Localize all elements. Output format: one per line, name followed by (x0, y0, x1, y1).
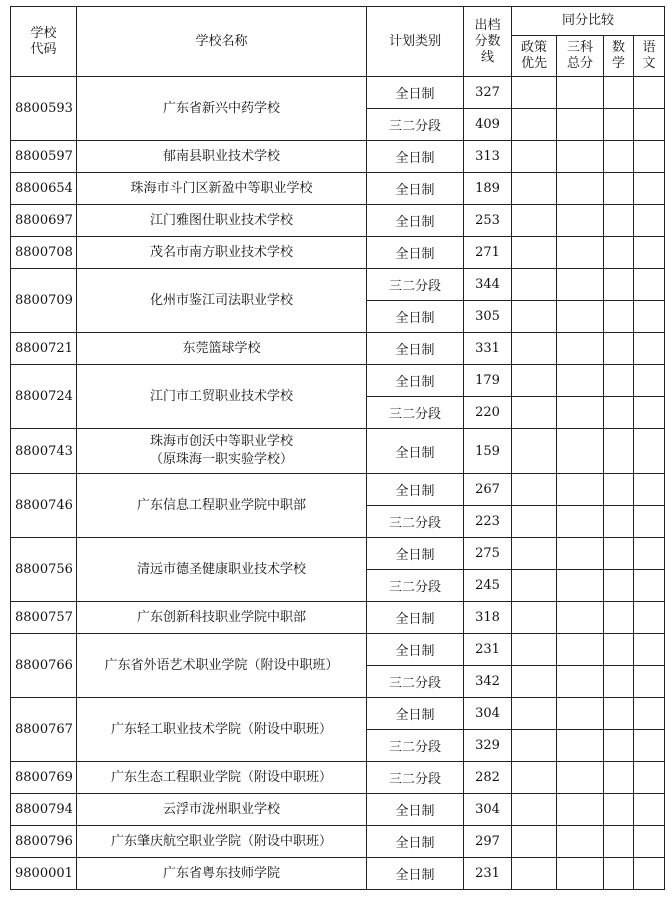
header-school-name: 学校名称 (77, 7, 367, 77)
school-code-cell: 8800794 (11, 794, 77, 826)
three-subject-total-cell (557, 474, 604, 506)
math-cell (604, 698, 634, 730)
math-cell (604, 538, 634, 570)
chinese-cell (634, 237, 665, 269)
plan-type-cell: 全日制 (367, 205, 464, 237)
school-name-line: （原珠海一职实验学校） (149, 452, 293, 467)
school-name-cell (77, 269, 367, 333)
math-cell (604, 602, 634, 634)
school-code-cell: 8800756 (11, 538, 77, 602)
plan-type-cell: 全日制 (367, 474, 464, 506)
table-row (11, 173, 665, 205)
three-subject-total-cell (557, 237, 604, 269)
school-name-line: 东莞篮球学校 (182, 340, 261, 356)
table-row (11, 269, 665, 301)
three-subject-total-cell (557, 858, 604, 890)
school-name-cell (77, 237, 367, 269)
plan-type-cell: 三二分段 (367, 506, 464, 538)
math-cell (604, 762, 634, 794)
cutoff-score-cell: 304 (464, 698, 512, 730)
table-row (11, 826, 665, 858)
plan-type-cell: 全日制 (367, 826, 464, 858)
school-name-line: 广东肇庆航空职业学院（附设中职班） (110, 833, 332, 849)
cutoff-score-cell: 231 (464, 634, 512, 666)
cutoff-score-cell: 318 (464, 602, 512, 634)
school-name-line: 珠海市斗门区新盈中等职业学校 (130, 180, 313, 196)
plan-type-cell: 三二分段 (367, 666, 464, 698)
school-name-line: 广东生态工程职业学院（附设中职班） (110, 769, 332, 785)
plan-type-cell: 全日制 (367, 858, 464, 890)
chinese-cell (634, 173, 665, 205)
chinese-cell (634, 506, 665, 538)
three-subject-total-cell (557, 365, 604, 397)
math-cell (604, 397, 634, 429)
cutoff-score-cell: 305 (464, 301, 512, 333)
chinese-cell (634, 429, 665, 474)
math-cell (604, 634, 634, 666)
table-row (11, 205, 665, 237)
math-cell (604, 173, 634, 205)
school-name-line: 广东省粤东技师学院 (162, 865, 280, 881)
chinese-cell (634, 570, 665, 602)
plan-type-cell: 全日制 (367, 301, 464, 333)
chinese-cell (634, 77, 665, 109)
cutoff-score-cell: 313 (464, 141, 512, 173)
math-cell (604, 429, 634, 474)
school-name-line: 广东轻工职业技术学院（附设中职班） (110, 721, 332, 737)
school-name-cell (77, 365, 367, 429)
plan-type-cell: 全日制 (367, 333, 464, 365)
math-cell (604, 858, 634, 890)
cutoff-score-cell: 159 (464, 429, 512, 474)
chinese-cell (634, 109, 665, 141)
school-code-cell: 8800769 (11, 762, 77, 794)
policy-priority-cell (512, 634, 557, 666)
school-name-cell (77, 205, 367, 237)
school-code-cell: 8800697 (11, 205, 77, 237)
policy-priority-cell (512, 794, 557, 826)
table-row (11, 698, 665, 730)
header-cutoff-score: 出档 分数 线 (464, 7, 512, 77)
table-row (11, 237, 665, 269)
plan-type-cell: 三二分段 (367, 109, 464, 141)
school-code-cell: 8800721 (11, 333, 77, 365)
school-name-cell (77, 141, 367, 173)
three-subject-total-cell (557, 762, 604, 794)
school-name-cell (77, 173, 367, 205)
three-subject-total-cell (557, 730, 604, 762)
chinese-cell (634, 269, 665, 301)
policy-priority-cell (512, 237, 557, 269)
three-subject-total-cell (557, 269, 604, 301)
table-row (11, 77, 665, 109)
policy-priority-cell (512, 474, 557, 506)
school-code-cell: 8800593 (11, 77, 77, 141)
table-row (11, 429, 665, 474)
school-name-cell (77, 602, 367, 634)
math-cell (604, 109, 634, 141)
school-code-cell: 8800757 (11, 602, 77, 634)
math-cell (604, 301, 634, 333)
math-cell (604, 666, 634, 698)
three-subject-total-cell (557, 429, 604, 474)
policy-priority-cell (512, 698, 557, 730)
school-code-cell: 9800001 (11, 858, 77, 890)
cutoff-score-cell: 253 (464, 205, 512, 237)
policy-priority-cell (512, 666, 557, 698)
policy-priority-cell (512, 858, 557, 890)
policy-priority-cell (512, 301, 557, 333)
cutoff-score-cell: 189 (464, 173, 512, 205)
plan-type-cell: 全日制 (367, 698, 464, 730)
header-tie-compare: 同分比较 (512, 7, 665, 36)
three-subject-total-cell (557, 634, 604, 666)
school-name-line: 广东省外语艺术职业学院（附设中职班） (104, 657, 339, 673)
math-cell (604, 826, 634, 858)
plan-type-cell: 全日制 (367, 365, 464, 397)
header-plan-type: 计划类别 (367, 7, 464, 77)
chinese-cell (634, 141, 665, 173)
plan-type-cell: 三二分段 (367, 397, 464, 429)
math-cell (604, 794, 634, 826)
math-cell (604, 237, 634, 269)
chinese-cell (634, 826, 665, 858)
cutoff-score-cell: 297 (464, 826, 512, 858)
cutoff-score-cell: 271 (464, 237, 512, 269)
school-code-cell: 8800796 (11, 826, 77, 858)
math-cell (604, 365, 634, 397)
school-name-cell (77, 429, 367, 474)
three-subject-total-cell (557, 333, 604, 365)
table-row (11, 858, 665, 890)
cutoff-score-cell: 231 (464, 858, 512, 890)
cutoff-score-cell: 304 (464, 794, 512, 826)
policy-priority-cell (512, 602, 557, 634)
cutoff-score-cell: 179 (464, 365, 512, 397)
policy-priority-cell (512, 538, 557, 570)
policy-priority-cell (512, 333, 557, 365)
plan-type-cell: 全日制 (367, 429, 464, 474)
cutoff-score-cell: 331 (464, 333, 512, 365)
plan-type-cell: 三二分段 (367, 762, 464, 794)
school-code-cell: 8800767 (11, 698, 77, 762)
three-subject-total-cell (557, 205, 604, 237)
school-name-cell (77, 858, 367, 890)
plan-type-cell: 三二分段 (367, 269, 464, 301)
policy-priority-cell (512, 429, 557, 474)
school-name-cell (77, 538, 367, 602)
policy-priority-cell (512, 141, 557, 173)
school-code-cell: 8800743 (11, 429, 77, 474)
school-code-cell: 8800654 (11, 173, 77, 205)
table-row (11, 365, 665, 397)
table-row (11, 474, 665, 506)
cutoff-score-cell: 220 (464, 397, 512, 429)
school-name-line: 江门市工贸职业技术学校 (149, 388, 293, 404)
chinese-cell (634, 666, 665, 698)
chinese-cell (634, 365, 665, 397)
policy-priority-cell (512, 762, 557, 794)
school-code-cell: 8800597 (11, 141, 77, 173)
three-subject-total-cell (557, 301, 604, 333)
cutoff-score-cell: 409 (464, 109, 512, 141)
math-cell (604, 506, 634, 538)
school-code-cell: 8800766 (11, 634, 77, 698)
table-row (11, 333, 665, 365)
school-name-cell (77, 634, 367, 698)
three-subject-total-cell (557, 570, 604, 602)
plan-type-cell: 全日制 (367, 237, 464, 269)
school-name-cell (77, 794, 367, 826)
cutoff-score-cell: 342 (464, 666, 512, 698)
school-name-line: 广东省新兴中药学校 (162, 100, 280, 116)
admission-score-table (10, 6, 665, 890)
chinese-cell (634, 794, 665, 826)
header-policy-priority: 政策 优先 (512, 36, 557, 77)
three-subject-total-cell (557, 698, 604, 730)
header-school-code: 学校 代码 (11, 7, 77, 77)
cutoff-score-cell: 275 (464, 538, 512, 570)
policy-priority-cell (512, 506, 557, 538)
chinese-cell (634, 333, 665, 365)
school-name-line: 云浮市泷州职业学校 (162, 801, 280, 817)
header-chinese: 语 文 (634, 36, 665, 77)
math-cell (604, 333, 634, 365)
cutoff-score-cell: 223 (464, 506, 512, 538)
chinese-cell (634, 301, 665, 333)
math-cell (604, 474, 634, 506)
school-name-line: 广东信息工程职业学院中职部 (136, 497, 306, 513)
school-code-cell: 8800708 (11, 237, 77, 269)
school-name-line: 茂名市南方职业技术学校 (149, 244, 293, 260)
plan-type-cell: 全日制 (367, 77, 464, 109)
cutoff-score-cell: 344 (464, 269, 512, 301)
school-name-line: 郁南县职业技术学校 (162, 148, 280, 164)
policy-priority-cell (512, 570, 557, 602)
three-subject-total-cell (557, 506, 604, 538)
school-code-cell: 8800724 (11, 365, 77, 429)
cutoff-score-cell: 327 (464, 77, 512, 109)
policy-priority-cell (512, 365, 557, 397)
school-name-cell (77, 826, 367, 858)
chinese-cell (634, 730, 665, 762)
three-subject-total-cell (557, 826, 604, 858)
policy-priority-cell (512, 730, 557, 762)
chinese-cell (634, 474, 665, 506)
math-cell (604, 570, 634, 602)
school-name-line: 清远市德圣健康职业技术学校 (136, 561, 306, 577)
cutoff-score-cell: 329 (464, 730, 512, 762)
policy-priority-cell (512, 269, 557, 301)
cutoff-score-cell: 267 (464, 474, 512, 506)
policy-priority-cell (512, 826, 557, 858)
math-cell (604, 205, 634, 237)
three-subject-total-cell (557, 141, 604, 173)
math-cell (604, 77, 634, 109)
math-cell (604, 730, 634, 762)
table-row (11, 634, 665, 666)
three-subject-total-cell (557, 397, 604, 429)
school-name-cell (77, 762, 367, 794)
chinese-cell (634, 698, 665, 730)
plan-type-cell: 全日制 (367, 794, 464, 826)
plan-type-cell: 全日制 (367, 538, 464, 570)
table-row (11, 141, 665, 173)
school-name-line: 化州市鉴江司法职业学校 (149, 292, 293, 308)
plan-type-cell: 全日制 (367, 602, 464, 634)
school-code-cell: 8800746 (11, 474, 77, 538)
three-subject-total-cell (557, 109, 604, 141)
policy-priority-cell (512, 173, 557, 205)
school-name-line: 江门雅图仕职业技术学校 (149, 212, 293, 228)
school-code-cell: 8800709 (11, 269, 77, 333)
cutoff-score-cell: 245 (464, 570, 512, 602)
cutoff-score-cell: 282 (464, 762, 512, 794)
math-cell (604, 141, 634, 173)
school-name-line: 广东创新科技职业学院中职部 (136, 609, 306, 625)
three-subject-total-cell (557, 602, 604, 634)
chinese-cell (634, 602, 665, 634)
table-row (11, 538, 665, 570)
table-row (11, 794, 665, 826)
three-subject-total-cell (557, 77, 604, 109)
school-name-cell (77, 77, 367, 141)
table-body (11, 77, 665, 890)
policy-priority-cell (512, 205, 557, 237)
math-cell (604, 269, 634, 301)
plan-type-cell: 全日制 (367, 141, 464, 173)
school-name-cell (77, 333, 367, 365)
three-subject-total-cell (557, 666, 604, 698)
three-subject-total-cell (557, 173, 604, 205)
header-three-subject-total: 三科 总分 (557, 36, 604, 77)
chinese-cell (634, 538, 665, 570)
school-name-line: 珠海市创沃中等职业学校 (149, 434, 293, 449)
plan-type-cell: 全日制 (367, 173, 464, 205)
plan-type-cell: 三二分段 (367, 570, 464, 602)
header-math: 数 学 (604, 36, 634, 77)
chinese-cell (634, 205, 665, 237)
chinese-cell (634, 858, 665, 890)
school-name-cell (77, 698, 367, 762)
policy-priority-cell (512, 109, 557, 141)
policy-priority-cell (512, 397, 557, 429)
school-name-cell (77, 474, 367, 538)
table-row (11, 602, 665, 634)
chinese-cell (634, 762, 665, 794)
plan-type-cell: 三二分段 (367, 730, 464, 762)
three-subject-total-cell (557, 538, 604, 570)
policy-priority-cell (512, 77, 557, 109)
chinese-cell (634, 634, 665, 666)
three-subject-total-cell (557, 794, 604, 826)
table-row (11, 762, 665, 794)
plan-type-cell: 全日制 (367, 634, 464, 666)
chinese-cell (634, 397, 665, 429)
